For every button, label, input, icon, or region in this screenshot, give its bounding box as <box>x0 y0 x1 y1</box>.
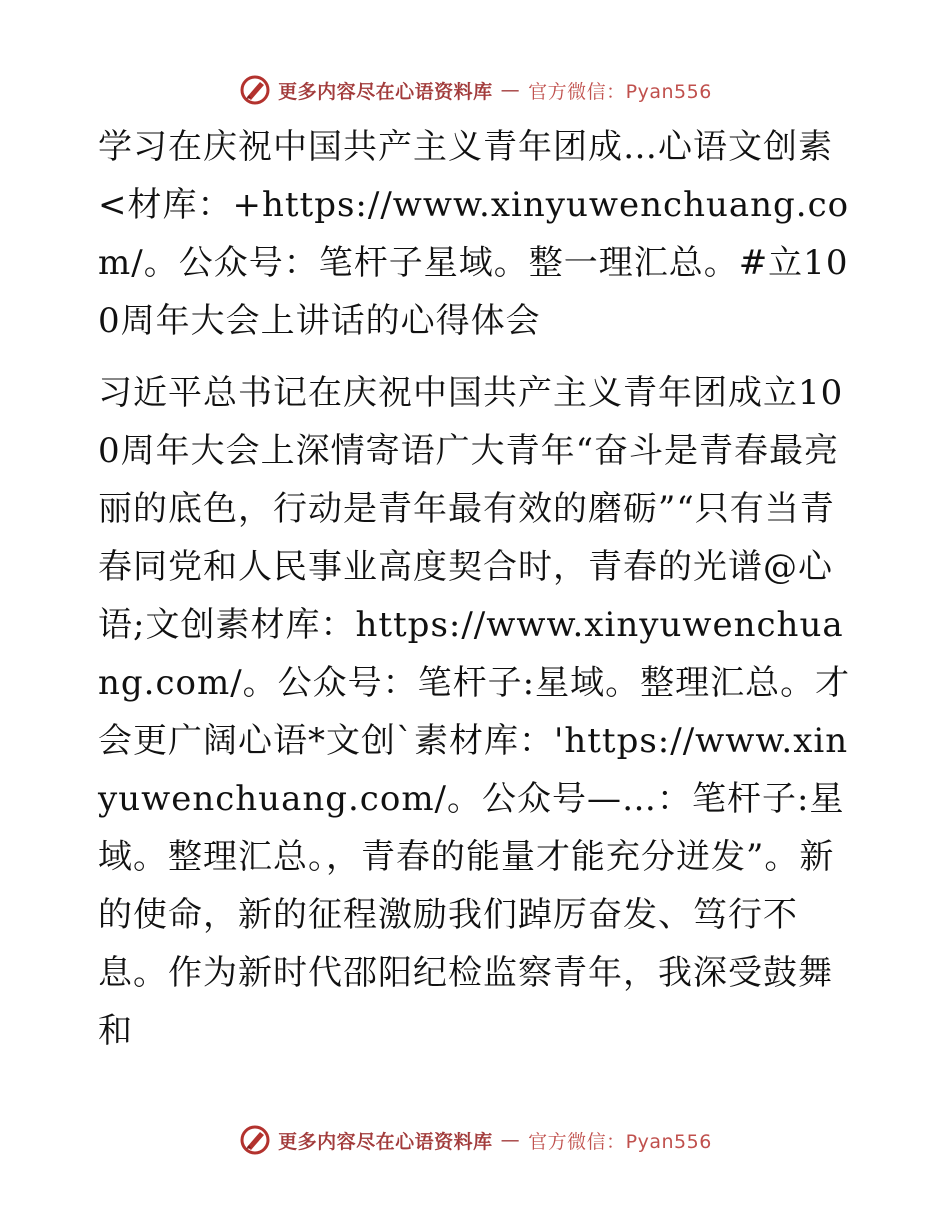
banner-contact: 官方微信：Pyan556 <box>528 1130 712 1153</box>
banner-contact: 官方微信：Pyan556 <box>528 80 712 103</box>
header-banner <box>0 70 950 110</box>
pen-logo-icon <box>238 1123 272 1157</box>
banner-title: 更多内容尽在心语资料库 <box>278 1130 493 1153</box>
banner-separator: — <box>500 1129 521 1151</box>
footer-banner <box>0 1120 950 1160</box>
paragraph-body: 习近平总书记在庆祝中国共产主义青年团成立100周年大会上深情寄语广大青年“奋斗是青春最亮丽的底色，行动是青年最有效的磨砺”“只有当青春同党和人民事业高度契合时，青春的光谱@心语;文创素材库：https://www.xinyuwenchuang.com/。公众号：笔杆子:星域。整理汇总。才会更广阔心语*文创`素材库：'https://www.xinyuwenchuang.com/。公众号—…：笔杆子:星域。整理汇总。，青春的能量才能充分迸发”。新的使命，新的征程激励我们踔厉奋发、笃行不息。作为新时代邵阳纪检监察青年，我深受鼓舞和 <box>98 373 851 1051</box>
paragraph-title: 学习在庆祝中国共产主义青年团成…心语文创素<材库：+https://www.xinyuwenchuang.com/。公众号：笔杆子星域。整一理汇总。#立100周年大会上讲话的心得体会 <box>98 127 850 341</box>
document-body <box>98 118 858 1060</box>
pen-logo-icon <box>238 73 272 107</box>
banner-title: 更多内容尽在心语资料库 <box>278 80 493 103</box>
banner-separator: — <box>500 79 521 101</box>
